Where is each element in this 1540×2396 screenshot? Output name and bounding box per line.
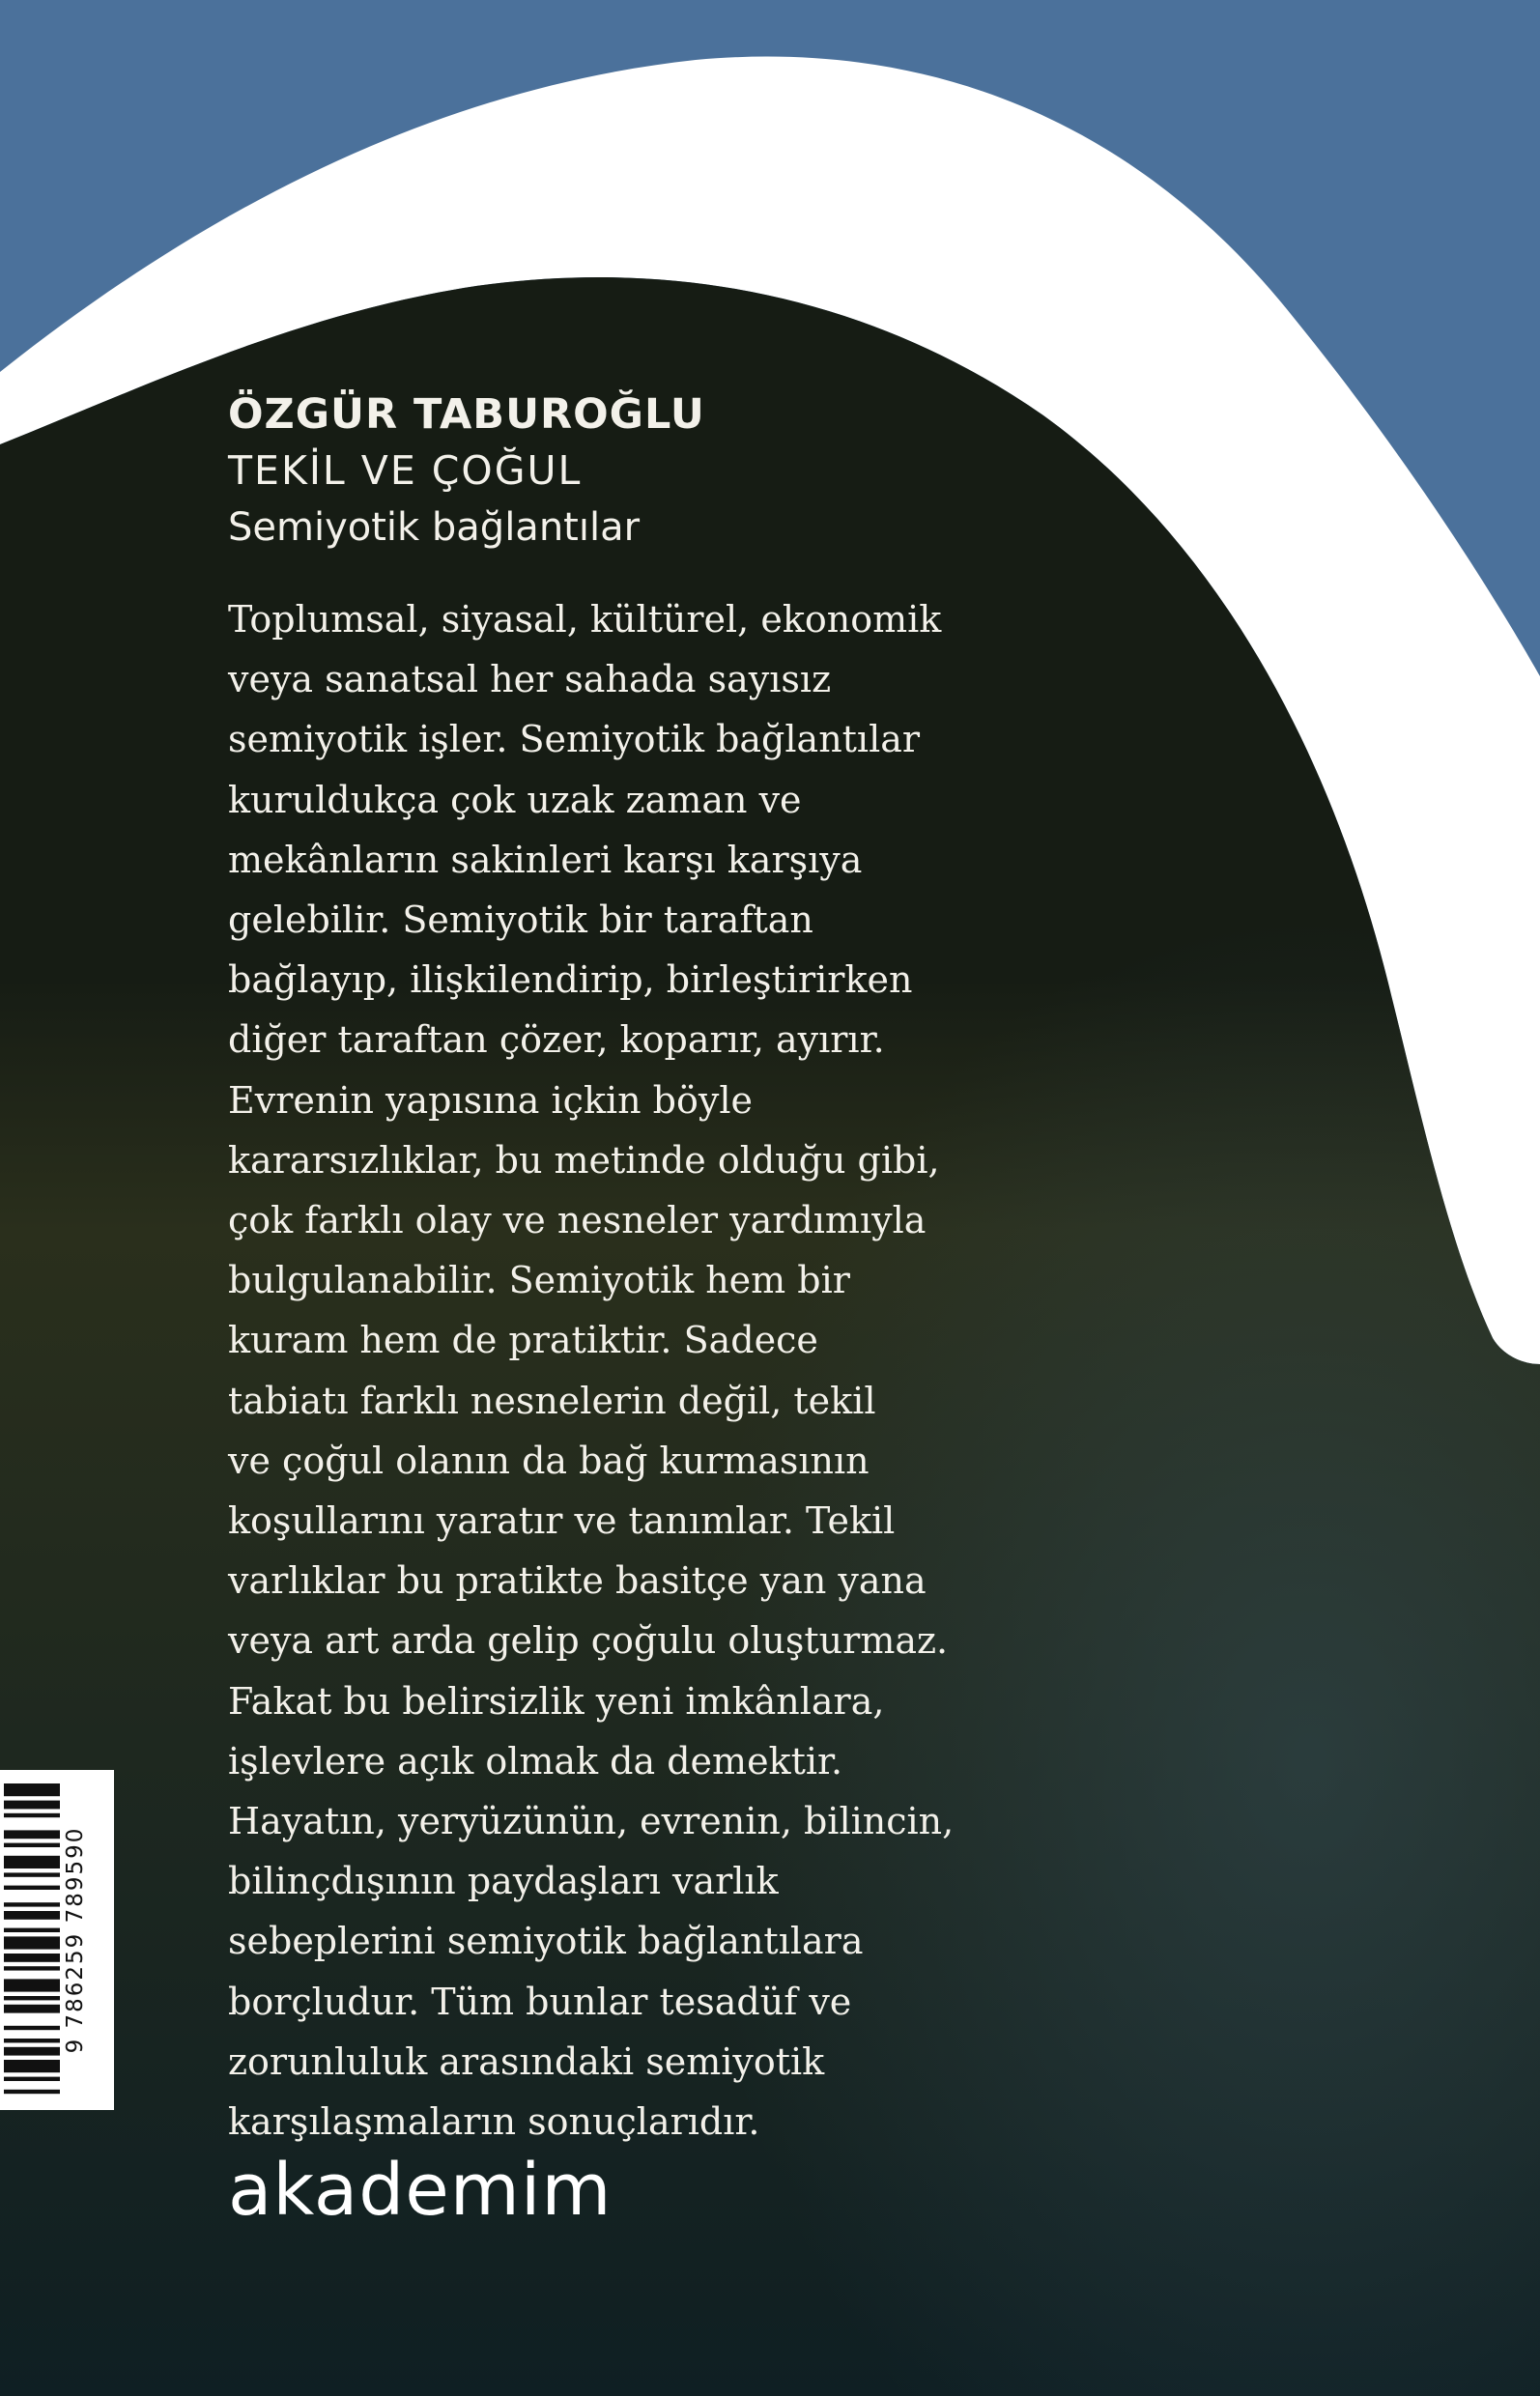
blurb-line: kuruldukça çok uzak zaman ve <box>228 778 802 821</box>
isbn-digits: 9 786259 789590 <box>63 1826 88 2054</box>
blurb-line: Toplumsal, siyasal, kültürel, ekonomik <box>228 598 942 641</box>
barcode-bar <box>4 2039 60 2042</box>
text-block <box>228 386 962 2152</box>
isbn-barcode <box>0 1770 114 2110</box>
blurb-line: kararsızlıklar, bu metinde olduğu gibi, <box>228 1138 940 1182</box>
blurb-line: semiyotik işler. Semiyotik bağlantılar <box>228 718 921 761</box>
barcode-bar <box>4 2047 60 2056</box>
barcode-bar <box>4 1843 60 1847</box>
barcode-bar <box>4 2060 60 2072</box>
barcode-bar <box>4 1954 60 1962</box>
blurb-line: bağlayıp, ilişkilendirip, birleştirirken <box>228 958 913 1002</box>
blurb-line: zorunluluk arasındaki semiyotik <box>228 2039 825 2083</box>
barcode-bar <box>4 1928 60 1932</box>
blurb-line: veya sanatsal her sahada sayısız <box>228 658 832 701</box>
barcode-bar <box>4 1979 60 1991</box>
barcode-bar <box>4 1966 60 1970</box>
barcode-bar <box>4 1872 60 1876</box>
blurb-line: Evrenin yapısına içkin böyle <box>228 1078 753 1122</box>
barcode-bar <box>4 1783 60 1796</box>
barcode-bar <box>4 1902 60 1906</box>
blurb-line: ve çoğul olanın da bağ kurmasının <box>228 1439 870 1482</box>
blurb-line: bilinçdışının paydaşları varlık <box>228 1860 779 1903</box>
blurb-line: Hayatın, yeryüzünün, evrenin, bilincin, <box>228 1800 955 1843</box>
blurb-line: kuram hem de pratiktir. Sadece <box>228 1319 818 1362</box>
blurb-line: veya art arda gelip çoğulu oluşturmaz. <box>228 1619 949 1663</box>
barcode-bar <box>4 1911 60 1920</box>
barcode-bar <box>4 2077 60 2081</box>
blurb-line: karşılaşmaların sonuçlarıdır. <box>228 2100 760 2144</box>
book-subtitle: Semiyotik bağlantılar <box>228 505 641 550</box>
blurb-line: koşullarını yaratır ve tanımlar. Tekil <box>228 1499 896 1543</box>
blurb-line: çok farklı olay ve nesneler yardımıyla <box>228 1199 927 1242</box>
blurb-line: gelebilir. Semiyotik bir taraftan <box>228 898 813 942</box>
barcode-bar <box>4 1936 60 1949</box>
blurb-line: diğer taraftan çözer, koparır, ayırır. <box>228 1018 885 1062</box>
barcode-bar <box>4 2090 60 2094</box>
book-title: TEKİL VE ÇOĞUL <box>228 447 583 494</box>
barcode-bar <box>4 1996 60 2000</box>
barcode-bar <box>4 2026 60 2030</box>
author-name: ÖZGÜR TABUROĞLU <box>228 390 705 439</box>
blurb-line: mekânların sakinleri karşı karşıya <box>228 838 863 881</box>
blurb-line: tabiatı farklı nesnelerin değil, tekil <box>228 1379 876 1422</box>
blurb-line: işlevlere açık olmak da demektir. <box>228 1739 843 1783</box>
blurb-line: borçludur. Tüm bunlar tesadüf ve <box>228 1980 852 2023</box>
barcode-bar <box>4 1886 60 1890</box>
blurb-line: sebeplerini semiyotik bağlantılara <box>228 1920 864 1963</box>
publisher-logo: akademim <box>228 2149 613 2232</box>
barcode-bar <box>4 2005 60 2013</box>
barcode-bar <box>4 1801 60 1810</box>
barcode-bar <box>4 1813 60 1817</box>
barcode-bars <box>0 1770 114 2110</box>
blurb-line: Fakat bu belirsizlik yeni imkânlara, <box>228 1679 885 1723</box>
blurb-text <box>228 589 962 2152</box>
barcode-bar <box>4 1830 60 1839</box>
blurb-line: varlıklar bu pratikte basitçe yan yana <box>228 1559 927 1603</box>
barcode-bar <box>4 1856 60 1868</box>
blurb-line: bulgulanabilir. Semiyotik hem bir <box>228 1259 850 1302</box>
